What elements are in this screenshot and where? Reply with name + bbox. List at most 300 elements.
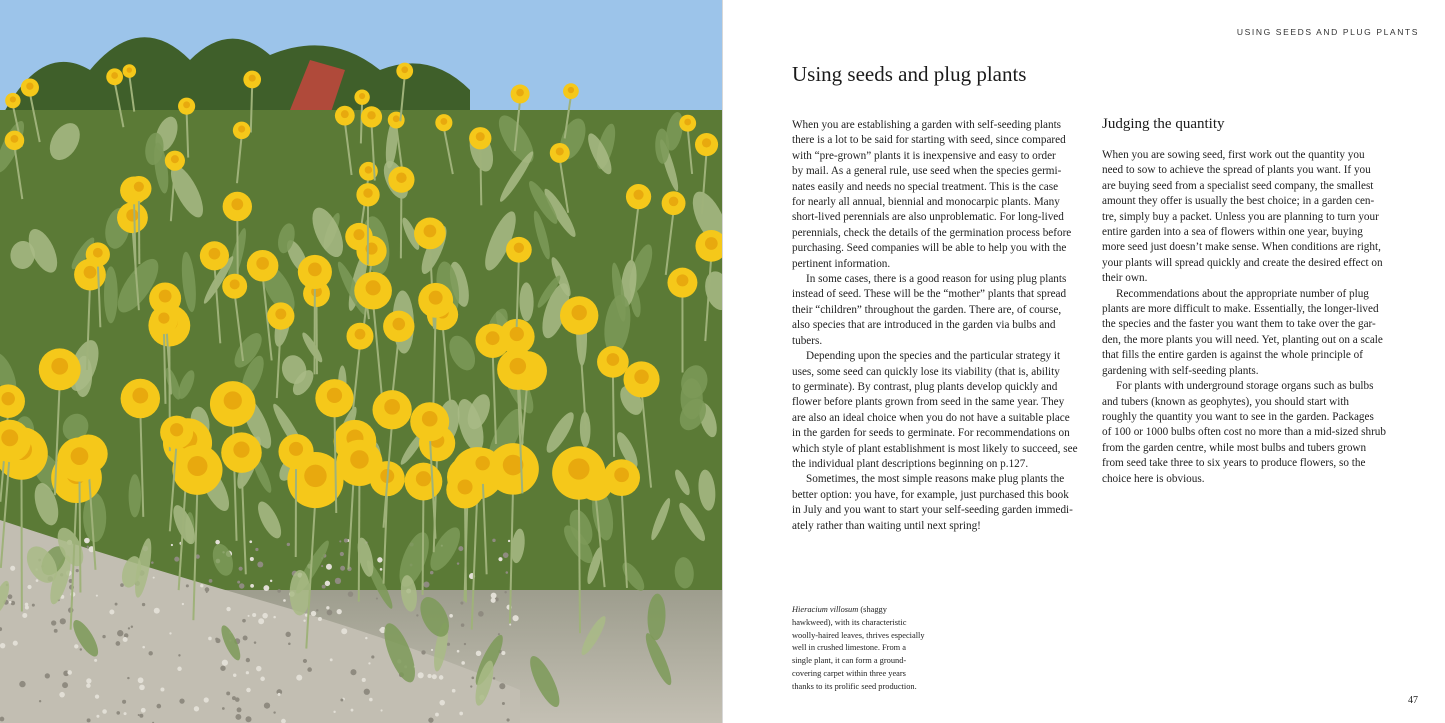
text-line: When you are sowing seed, first work out the quantity you (1102, 149, 1365, 161)
gravel-stone (96, 715, 99, 718)
caption-line: woolly-haired leaves, thrives especially (792, 630, 925, 640)
flower-center (422, 411, 438, 427)
running-head: USING SEEDS AND PLUG PLANTS (1236, 27, 1419, 37)
gravel-stone (376, 597, 378, 599)
text-line: short-lived perennials are also unproblematic. For long-lived (792, 211, 1064, 224)
flower-center (568, 458, 589, 479)
flower-center (93, 248, 103, 258)
gravel-stone (262, 613, 268, 619)
hawkweed-photo (0, 0, 722, 723)
gravel-stone (337, 609, 342, 614)
gravel-stone (273, 616, 276, 619)
gravel-stone (318, 617, 322, 621)
gravel-stone (151, 561, 154, 564)
gravel-stone (51, 620, 56, 625)
gravel-stone (369, 698, 373, 702)
gravel-stone (502, 702, 505, 705)
flower-stem (613, 371, 614, 457)
flower-center (424, 225, 437, 238)
text-line: the species and the faster you want them to take over the gar- (1102, 318, 1376, 331)
gravel-stone (461, 661, 465, 665)
gravel-stone (76, 569, 79, 572)
flower-center (516, 89, 524, 97)
gravel-stone (141, 708, 146, 713)
gravel-stone (246, 658, 250, 662)
text-line: are also an ideal choice when you do not have a suitable place (792, 411, 1070, 424)
gravel-stone (11, 601, 16, 606)
flower-stem (79, 473, 80, 593)
gravel-stone (491, 593, 497, 599)
caption-line: well in crushed limestone. From a (792, 643, 906, 653)
gravel-stone (435, 713, 439, 717)
gravel-stone (179, 698, 184, 703)
gravel-stone (498, 633, 500, 635)
gravel-stone (160, 687, 164, 691)
gravel-stone (461, 623, 465, 627)
hawkweed-illustration (0, 0, 722, 723)
gravel-stone (340, 566, 345, 571)
gravel-stone (335, 578, 341, 584)
flower-center (51, 358, 68, 375)
gravel-stone (115, 603, 118, 606)
gravel-stone (54, 629, 58, 633)
gravel-stone (270, 580, 272, 582)
gravel-stone (254, 641, 257, 644)
flower-center (359, 93, 365, 99)
text-line: purchasing. Seed companies will be able to help you with the (792, 242, 1067, 255)
flower-stem (251, 85, 252, 133)
gravel-stone (9, 601, 12, 604)
flower-center (26, 83, 33, 90)
flower-center (71, 447, 89, 465)
gravel-stone (371, 655, 374, 658)
gravel-stone (263, 585, 269, 591)
gravel-stone (283, 599, 286, 602)
flower-center (159, 290, 172, 303)
gravel-stone (452, 689, 456, 693)
paragraph (1102, 379, 1392, 487)
flower-center (224, 391, 242, 409)
flower-center (393, 318, 406, 331)
woolly-leaf (525, 653, 565, 711)
gravel-stone (171, 544, 173, 546)
gravel-stone (348, 591, 354, 597)
flower-center (111, 72, 118, 79)
text-line: better option: you have, for example, just purchased this book (792, 488, 1069, 501)
flower-stem (361, 102, 362, 144)
flower-center (233, 441, 249, 457)
flower-stem (579, 489, 580, 633)
gravel-stone (237, 707, 242, 712)
gravel-stone (501, 651, 505, 655)
flower-center (384, 399, 400, 415)
flower-center (607, 353, 620, 366)
flower-center (304, 465, 326, 487)
gravel-stone (255, 548, 258, 551)
gravel-stone (204, 697, 209, 702)
gravel-stone (327, 610, 333, 616)
flower-center (366, 280, 381, 295)
gravel-stone (86, 678, 91, 683)
paragraph (792, 272, 1082, 349)
text-line: When you are establishing a garden with self-seeding plants (792, 119, 1062, 131)
gravel-stone (148, 651, 152, 655)
gravel-stone (277, 589, 281, 593)
gravel-stone (80, 648, 82, 650)
gravel-stone (470, 685, 472, 687)
gravel-stone (321, 565, 323, 567)
gravel-stone (427, 674, 431, 678)
gravel-stone (508, 540, 510, 542)
text-line: in the garden for seeds to germinate. For recommendations on (792, 427, 1070, 440)
flower-center (308, 263, 322, 277)
gravel-stone (368, 662, 370, 664)
gravel-stone (237, 581, 240, 584)
flower-center (440, 118, 447, 125)
text-line: and tubers (known as geophytes), you should start with (1102, 395, 1350, 408)
flower-center (275, 309, 286, 320)
text-line: of 100 or 1000 bulbs often cost no more than a mid-sized shrub (1102, 426, 1386, 439)
gravel-stone (428, 717, 433, 722)
gravel-stone (142, 646, 145, 649)
gravel-stone (325, 581, 330, 586)
text-line: flower before plants grown from seed in the same year. They (792, 396, 1065, 409)
flower-stem (401, 188, 402, 259)
flower-center (416, 471, 431, 486)
gravel-stone (493, 677, 495, 679)
gravel-stone (87, 546, 89, 548)
gravel-stone (102, 709, 107, 714)
caption-text: (shaggy (858, 605, 887, 614)
gravel-stone (246, 688, 251, 693)
page-gutter (722, 0, 723, 723)
gravel-stone (430, 571, 434, 575)
flower-stem (359, 477, 360, 602)
woolly-leaf (415, 592, 455, 641)
woolly-leaf (642, 631, 676, 688)
gravel-stone (377, 557, 382, 562)
gravel-stone (59, 692, 65, 698)
gravel-stone (344, 539, 348, 543)
flower-center (393, 115, 400, 122)
gravel-stone (504, 591, 506, 593)
text-line: their own. (1102, 272, 1148, 285)
flower-center (676, 274, 688, 286)
gravel-stone (205, 587, 210, 592)
caption-species: Hieracium villosum (792, 605, 859, 614)
text-line: your plants will spread quickly and create the desired effect on (1102, 256, 1383, 269)
flower-center (475, 456, 489, 470)
gravel-stone (200, 584, 203, 587)
text-line: For plants with underground storage organs such as bulbs (1116, 380, 1374, 393)
flower-center (187, 456, 207, 476)
gravel-stone (154, 608, 160, 614)
flower-center (556, 147, 564, 155)
gravel-stone (380, 709, 382, 711)
paragraph (792, 349, 1082, 472)
gravel-stone (264, 702, 270, 708)
gravel-stone (459, 712, 463, 716)
gravel-stone (278, 693, 281, 696)
gravel-stone (0, 643, 5, 648)
gravel-stone (208, 637, 212, 641)
flower-center (183, 101, 190, 108)
gravel-stone (362, 678, 366, 682)
gravel-stone (339, 540, 341, 542)
gravel-stone (194, 706, 199, 711)
flower-center (572, 305, 587, 320)
gravel-stone (243, 636, 248, 641)
flower-center (327, 388, 342, 403)
chapter-title: Using seeds and plug plants (792, 62, 1027, 86)
flower-center (510, 327, 524, 341)
gravel-stone (303, 620, 305, 622)
gravel-stone (260, 677, 265, 682)
text-line: gardening with self-seeding plants. (1102, 364, 1259, 377)
gravel-stone (326, 564, 332, 570)
gravel-stone (464, 643, 466, 645)
text-line: entire garden into a sea of flowers within one year, buying (1102, 226, 1363, 239)
flower-center (476, 132, 485, 141)
text-line: tre, simply buy a packet. Unless you are planning to turn your (1102, 210, 1379, 223)
gravel-stone (364, 689, 370, 695)
gravel-stone (273, 711, 275, 713)
gravel-stone (418, 672, 424, 678)
flower-center (365, 166, 373, 174)
gravel-stone (326, 606, 329, 609)
paragraph (792, 472, 1082, 534)
gravel-stone (340, 552, 344, 556)
gravel-stone (109, 610, 114, 615)
flower-center (170, 423, 183, 436)
gravel-stone (209, 579, 213, 583)
gravel-stone (351, 709, 354, 712)
text-line: from seed take three to six years to produce flowers, so the (1102, 457, 1366, 470)
gravel-stone (498, 557, 502, 561)
flower-stem (423, 493, 424, 595)
gravel-stone (215, 638, 218, 641)
gravel-stone (252, 613, 256, 617)
text-line: the individual plant descriptions beginning on p.127. (792, 457, 1029, 470)
gravel-stone (8, 594, 13, 599)
gravel-stone (432, 674, 437, 679)
flower-center (209, 248, 221, 260)
gravel-stone (246, 671, 249, 674)
gravel-stone (32, 604, 35, 607)
gravel-stone (138, 677, 144, 683)
gravel-stone (62, 682, 68, 688)
gravel-stone (333, 711, 335, 713)
gravel-stone (233, 673, 236, 676)
text-line: to germinate). By contrast, plug plants develop quickly and (792, 380, 1058, 393)
flower-center (231, 198, 243, 210)
flower-center (401, 66, 408, 73)
text-line: are buying seed from a specialist seed company, the smallest (1102, 179, 1374, 192)
gravel-stone (242, 619, 246, 623)
woolly-leaf (647, 593, 667, 640)
paragraph (1102, 287, 1392, 379)
gravel-stone (303, 659, 307, 663)
gravel-stone (178, 654, 180, 656)
gravel-stone (239, 567, 243, 571)
caption-line: hawkweed), with its characteristic (792, 617, 907, 627)
gravel-stone (257, 562, 263, 568)
gravel-stone (142, 603, 145, 606)
text-line: amount they offer is usually the best choice; in a garden cen- (1102, 195, 1375, 208)
right-text-column (1102, 148, 1392, 487)
gravel-stone (513, 615, 519, 621)
gravel-stone (94, 659, 97, 662)
gravel-stone (421, 650, 425, 654)
gravel-stone (330, 658, 333, 661)
text-line: for nearly all annual, biennial and monocarpic plants. Many (792, 196, 1060, 209)
gravel-stone (250, 557, 254, 561)
text-line: in July and you want to start your self-seeding garden immedi- (792, 504, 1073, 517)
gravel-stone (131, 626, 133, 628)
text-line: choice here is obvious. (1102, 472, 1205, 485)
caption-line (792, 604, 952, 617)
gravel-stone (457, 650, 460, 653)
flower-center (126, 209, 138, 221)
page-number: 47 (1408, 695, 1418, 706)
gravel-stone (316, 609, 318, 611)
text-line: also species that are introduced in the garden via bulbs and (792, 319, 1056, 332)
gravel-stone (250, 584, 254, 588)
gravel-stone (287, 543, 290, 546)
section-subheading: Judging the quantity (1102, 116, 1225, 132)
gravel-stone (222, 707, 225, 710)
flower-center (684, 119, 691, 126)
gravel-stone (380, 568, 383, 571)
gravel-stone (423, 581, 429, 587)
flower-center (1, 392, 14, 405)
gravel-stone (10, 566, 15, 571)
flower-center (289, 442, 303, 456)
gravel-stone (215, 540, 220, 545)
gravel-stone (322, 585, 326, 589)
gravel-stone (25, 606, 29, 610)
gravel-stone (460, 601, 463, 604)
flower-center (634, 190, 644, 200)
gravel-stone (296, 675, 302, 681)
gravel-stone (350, 669, 356, 675)
flower-center (230, 279, 240, 289)
gravel-stone (117, 630, 123, 636)
text-line: which style of plant establishment is most likely to succeed, see (792, 442, 1078, 455)
gravel-stone (174, 557, 179, 562)
text-line: from the garden centre, while most bulbs and tubers grown (1102, 441, 1367, 454)
gravel-stone (503, 552, 509, 558)
gravel-stone (492, 539, 495, 542)
gravel-stone (220, 666, 225, 671)
flower-center (514, 243, 524, 253)
text-line: tubers. (792, 334, 823, 347)
gravel-stone (124, 712, 127, 715)
text-line: In some cases, there is a good reason for using plug plants (806, 273, 1067, 286)
caption-line: thanks to its prolific seed production. (792, 681, 917, 691)
text-line: Depending upon the species and the particular strategy it (806, 350, 1061, 363)
flower-center (132, 388, 148, 404)
gravel-stone (116, 711, 120, 715)
text-line: uses, some seed can quickly lose its viability (that is, ability (792, 365, 1060, 378)
flower-center (568, 87, 574, 93)
text-line: perennials, check the details of the germination process before (792, 226, 1072, 239)
gravel-stone (226, 691, 230, 695)
flower-center (1, 429, 18, 446)
woolly-leaf (104, 266, 118, 323)
woolly-leaf (129, 474, 142, 517)
gravel-stone (60, 618, 66, 624)
paragraph (792, 118, 1082, 272)
gravel-stone (123, 637, 128, 642)
gravel-stone (285, 632, 290, 637)
gravel-stone (139, 685, 145, 691)
gravel-stone (258, 618, 264, 624)
text-line: need to sow to achieve the spread of plants you want. If you (1102, 164, 1371, 177)
text-line: there is a lot to be said for starting with seed, since compared (792, 134, 1066, 147)
flower-center (134, 182, 144, 192)
gravel-stone (74, 644, 78, 648)
flower-center (669, 197, 679, 207)
gravel-stone (153, 577, 155, 579)
gravel-stone (222, 660, 228, 666)
gravel-stone (307, 667, 312, 672)
gravel-stone (67, 670, 72, 675)
gravel-stone (457, 562, 459, 564)
flower-center (396, 172, 406, 182)
gravel-stone (156, 704, 161, 709)
text-line: den, the more plants you will need. Yet, planting out on a scale (1102, 333, 1383, 346)
text-line: instead of seed. These will be the “mother” plants that spread (792, 288, 1067, 301)
gravel-stone (248, 615, 250, 617)
text-line: with “pre-grown” plants it is inexpensive and easy to order (792, 149, 1056, 162)
gravel-stone (128, 627, 130, 629)
flower-center (249, 75, 256, 82)
paragraph (1102, 148, 1392, 287)
gravel-stone (439, 675, 444, 680)
gravel-stone (102, 635, 105, 638)
gravel-stone (138, 714, 140, 716)
gravel-stone (416, 614, 418, 616)
gravel-stone (232, 696, 236, 700)
text-line: nates easily and needs no special treatment. This is the case (792, 180, 1059, 193)
photo-caption (792, 604, 952, 694)
gravel-stone (39, 700, 41, 702)
flower-center (458, 479, 473, 494)
gravel-stone (341, 628, 347, 634)
gravel-stone (177, 667, 181, 671)
text-line: ately rather than waiting until next spring! (792, 519, 981, 532)
gravel-stone (13, 641, 18, 646)
text-line: their “children” throughout the garden. There are, of course, (792, 303, 1062, 316)
gravel-stone (449, 614, 453, 618)
gravel-stone (478, 611, 484, 617)
text-line: Sometimes, the most simple reasons make plug plants the (806, 473, 1065, 486)
flower-center (355, 329, 366, 340)
gravel-stone (431, 649, 433, 651)
gravel-stone (27, 585, 31, 589)
gravel-stone (182, 603, 184, 605)
flower-center (363, 188, 372, 197)
gravel-stone (169, 632, 171, 634)
gravel-stone (311, 611, 316, 616)
flower-stem (465, 501, 466, 602)
flower-center (353, 229, 364, 240)
left-text-column (792, 118, 1082, 534)
gravel-stone (36, 579, 39, 582)
text-line: by mail. As a general rule, use seed when the species germi- (792, 165, 1062, 178)
flower-center (171, 155, 179, 163)
